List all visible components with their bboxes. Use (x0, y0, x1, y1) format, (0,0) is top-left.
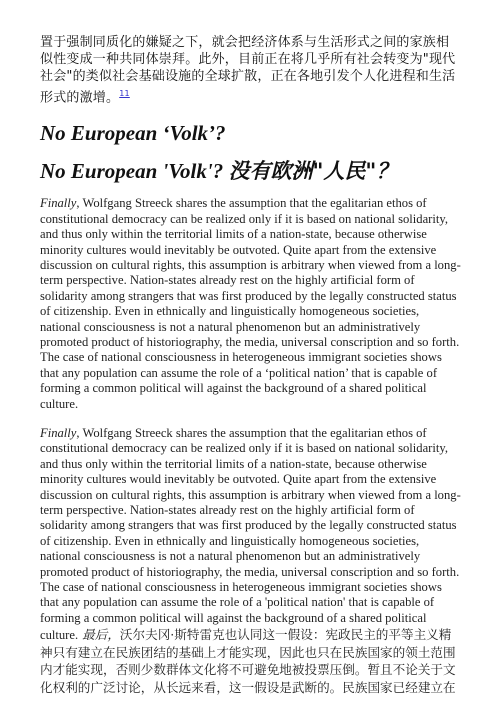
paragraph-2-body: , Wolfgang Streeck shares the assumption that the egalitarian ethos of constitutional democracy can be realized only if it is based on national solidarity, and thus only within the territorial limits of a nation-state, because otherwise minority cultures would inevitably be outvoted. Quite apart from the extensive discussion on cultural rights, this assumption is arbitrary when viewed from a long-term perspective. Nation-states already rest on the highly artificial form of solidarity among strangers that was first produced by the legally constructed status of citizenship. Even in ethnically and linguistically homogeneous societies, national consciousness is not a natural phenomenon but an administratively promoted product of historiography, the media, universal conscription and so forth. The case of national consciousness in heterogeneous immigrant societies shows that any population can assume the role of a 'political nation' that is capable of forming a common political will against the background of a shared political culture. (40, 426, 461, 643)
paragraph-2-lead: Finally (40, 426, 77, 441)
paragraph-1-body: , Wolfgang Streeck shares the assumption that the egalitarian ethos of constitutional democracy can be realized only if it is based on national solidarity, and thus only within the territorial limits of a nation-state, because otherwise minority cultures would inevitably be outvoted. Quite apart from the extensive discussion on cultural rights, this assumption is arbitrary when viewed from a long-term perspective. Nation-states already rest on the highly artificial form of solidarity among strangers that was first produced by the legally constructed status of citizenship. Even in ethnically and linguistically homogeneous societies, national consciousness is not a natural phenomenon but an administratively promoted product of historiography, the media, universal conscription and so forth. The case of national consciousness in heterogeneous immigrant societies shows that any population can assume the role of a ‘political nation’ that is capable of forming a common political will against the background of a shared political culture. (40, 196, 461, 411)
english-paragraph-1 (40, 196, 462, 412)
english-paragraph-2 (40, 426, 462, 696)
section-heading-bilingual (40, 158, 462, 184)
chinese-lead-finally: 最后， (78, 627, 120, 643)
heading-chinese-part: 没有欧洲"人民"？ (228, 159, 398, 184)
chinese-translation-text: 沃尔夫冈·斯特雷克也认同这一假设：宪政民主的平等主义精神只有建立在民族团结的基础上才能实现，因此也只在民族国家的领土范围内才能实现，否则少数群体文化将不可避免地被投票压倒。暂且不论关于文化权利的广泛讨论，从长远来看，这一假设是武断的。民族国家已经建立在 (40, 627, 456, 695)
section-heading-english: No European ‘Volk’? (40, 121, 226, 146)
intro-text: 置于强制同质化的嫌疑之下，就会把经济体系与生活形式之间的家族相似性变成一种共同体崇拜。此外，目前正在将几乎所有社会转变为"现代社会"的类似社会基础设施的全球扩散，正在各地引发个人化进程和生活形式的激增。 (40, 35, 456, 106)
document-page (40, 34, 462, 696)
footnote-link[interactable]: 11 (119, 89, 130, 98)
heading-english-part: No European 'Volk'? (40, 159, 229, 184)
intro-chinese-paragraph (40, 34, 462, 106)
paragraph-1-lead: Finally (40, 196, 77, 211)
